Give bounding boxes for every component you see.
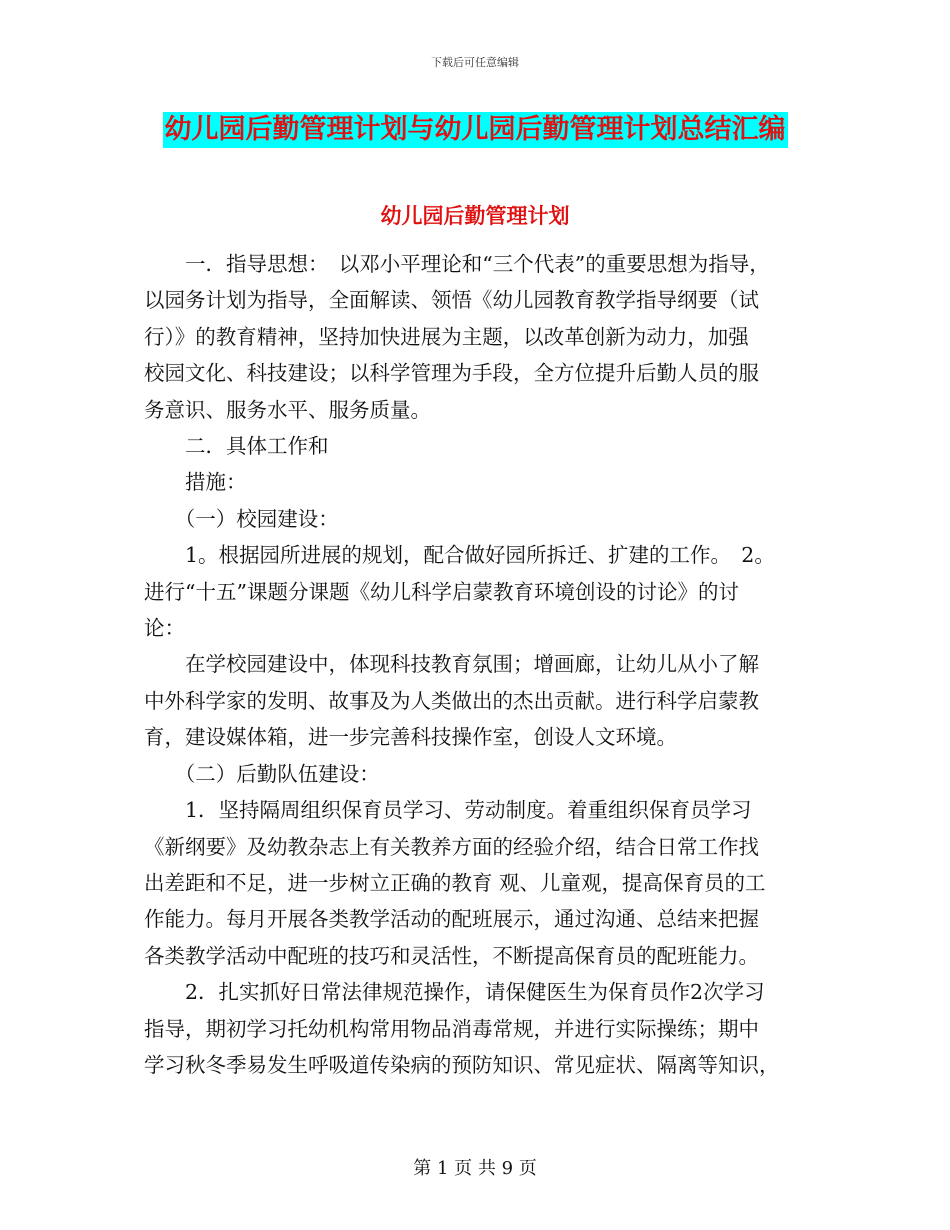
text-line: 《新纲要》及幼教杂志上有关教养方面的经验介绍，结合日常工作找 <box>144 834 759 859</box>
text-line: 行）》的教育精神，坚持加快进展为主题，以改革创新为动力，加强 <box>144 324 749 349</box>
text-line: 二．具体工作和 <box>144 434 329 459</box>
text-line: 出差距和不足，进一步树立正确的教育 观、儿童观，提高保育员的工 <box>144 870 766 895</box>
text-line: 作能力。每月开展各类教学活动的配班展示，通过沟通、总结来把握 <box>144 907 759 932</box>
text-line: （二）后勤队伍建设： <box>144 761 380 786</box>
page-footer: 第 1 页 共 9 页 <box>413 1158 537 1179</box>
text-line: 1．坚持隔周组织保育员学习、劳动制度。着重组织保育员学习 <box>144 798 752 823</box>
text-line: 一．指导思想： 以邓小平理论和“三个代表”的重要思想为指导， <box>144 252 770 276</box>
text-line: 进行“十五”课题分课题《幼儿科学启蒙教育环境创设的讨论》的讨 <box>144 579 739 604</box>
text-line: 在学校园建设中，体现科技教育氛围；增画廊，让幼儿从小了解 <box>144 652 759 677</box>
text-line: 以园务计划为指导，全面解读、领悟《幼儿园教育教学指导纲要（试 <box>144 288 759 313</box>
text-line: 中外科学家的发明、故事及为人类做出的杰出贡献。进行科学启蒙教 <box>144 688 759 713</box>
text-line: 务意识、服务水平、服务质量。 <box>144 397 431 422</box>
text-line: 论： <box>144 616 185 641</box>
text-line: 2．扎实抓好日常法律规范操作，请保健医生为保育员作2次学习 <box>144 980 765 1005</box>
document-title: 幼儿园后勤管理计划与幼儿园后勤管理计划总结汇编 <box>163 112 788 148</box>
text-line: 措施： <box>144 470 247 495</box>
text-line: 校园文化、科技建设；以科学管理为手段，全方位提升后勤人员的服 <box>144 361 759 386</box>
section-title: 幼儿园后勤管理计划 <box>380 204 570 228</box>
text-line: 各类教学活动中配班的技巧和灵活性，不断提高保育员的配班能力。 <box>144 943 759 968</box>
header-note: 下载后可任意编辑 <box>431 56 519 69</box>
text-line: （一）校园建设： <box>144 506 339 531</box>
text-line: 学习秋冬季易发生呼吸道传染病的预防知识、常见症状、隔离等知识， <box>144 1052 780 1077</box>
text-line: 1。根据园所进展的规划，配合做好园所拆迁、扩建的工作。 2。 <box>144 543 775 568</box>
text-line: 育，建设媒体箱，进一步完善科技操作室，创设人文环境。 <box>144 725 677 750</box>
body-text <box>144 246 824 1083</box>
text-line: 指导，期初学习托幼机构常用物品消毒常规，并进行实际操练；期中 <box>144 1016 759 1041</box>
document-title-container <box>0 112 950 148</box>
